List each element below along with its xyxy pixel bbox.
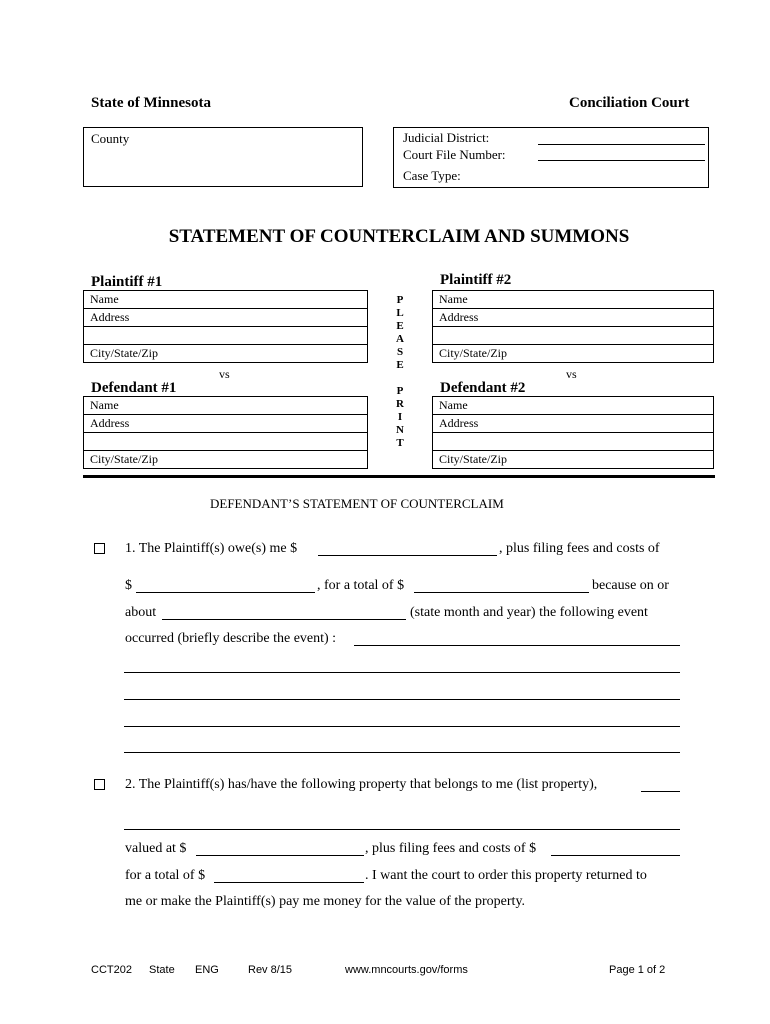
item2-fees-field[interactable] — [551, 855, 680, 856]
please-print-letter: L — [396, 307, 404, 319]
item2-checkbox[interactable] — [94, 779, 105, 790]
city-label: City/State/Zip — [90, 452, 158, 466]
item1-total-field[interactable] — [414, 592, 589, 593]
item2-total-field[interactable] — [214, 882, 364, 883]
city-label: City/State/Zip — [439, 452, 507, 466]
please-print-letter: I — [397, 411, 403, 423]
item1-checkbox[interactable] — [94, 543, 105, 554]
defendant2-heading: Defendant #2 — [440, 380, 526, 396]
judicial-district-field[interactable] — [538, 144, 705, 145]
please-print-letter: E — [396, 359, 404, 371]
court-file-number-field[interactable] — [538, 160, 705, 161]
item1-event-line[interactable] — [124, 699, 680, 700]
defendant1-name-field[interactable] — [83, 396, 368, 415]
footer-form-code: CCT202 — [91, 964, 132, 976]
item1-event-line[interactable] — [124, 672, 680, 673]
defendant2-address2-field[interactable] — [432, 432, 714, 451]
defendant1-heading: Defendant #1 — [91, 380, 177, 396]
item1-because-label: because on or — [592, 578, 669, 593]
judicial-district-label: Judicial District: — [403, 130, 490, 145]
defendant1-address2-field[interactable] — [83, 432, 368, 451]
item2-property-line[interactable] — [124, 829, 680, 830]
footer-state: State — [149, 964, 175, 976]
item2-valued-label: valued at $ — [125, 841, 187, 856]
defendant1-city-field[interactable] — [83, 450, 368, 469]
section-divider — [83, 475, 715, 478]
please-print-letter: P — [396, 385, 404, 397]
item2-order-text: . I want the court to order this property returned to — [365, 868, 647, 883]
vs-label-left: vs — [219, 367, 230, 381]
item2-text: 2. The Plaintiff(s) has/have the following property that belongs to me (list property), — [125, 777, 598, 792]
please-print-letter: T — [396, 437, 404, 449]
item2-value-field[interactable] — [196, 855, 364, 856]
page-title: STATEMENT OF COUNTERCLAIM AND SUMMONS — [168, 226, 630, 247]
please-print-letter: P — [396, 294, 404, 306]
please-print-letter: A — [396, 333, 404, 345]
item1-date-field[interactable] — [162, 619, 406, 620]
item2-property-field[interactable] — [641, 791, 680, 792]
name-label: Name — [90, 398, 119, 412]
section-title: DEFENDANT’S STATEMENT OF COUNTERCLAIM — [210, 496, 504, 511]
defendant2-city-field[interactable] — [432, 450, 714, 469]
item1-dollar-label: $ — [125, 578, 132, 593]
please-print-letter: S — [396, 346, 404, 358]
footer-rev: Rev 8/15 — [248, 964, 293, 976]
address-label: Address — [90, 310, 130, 324]
court-file-number-label: Court File Number: — [403, 147, 506, 162]
plaintiff1-city-field[interactable] — [83, 344, 368, 363]
footer-page-number: Page 1 of 2 — [609, 964, 666, 976]
item1-event-field[interactable] — [354, 645, 680, 646]
plaintiff1-address-field[interactable] — [83, 308, 368, 327]
please-print-letter: N — [396, 424, 404, 436]
item1-event-line[interactable] — [124, 752, 680, 753]
name-label: Name — [439, 292, 468, 306]
defendant2-address-field[interactable] — [432, 414, 714, 433]
court-heading: Conciliation Court — [569, 95, 690, 111]
county-box[interactable] — [83, 127, 363, 187]
please-print-letter: R — [396, 398, 404, 410]
plaintiff2-address2-field[interactable] — [432, 326, 714, 345]
state-heading: State of Minnesota — [91, 95, 211, 111]
county-label: County — [91, 131, 130, 146]
address-label: Address — [439, 416, 479, 430]
name-label: Name — [90, 292, 119, 306]
plaintiff2-address-field[interactable] — [432, 308, 714, 327]
case-type-label: Case Type: — [403, 168, 461, 183]
plaintiff1-heading: Plaintiff #1 — [91, 274, 163, 290]
footer-lang: ENG — [195, 964, 219, 976]
item1-text-a: 1. The Plaintiff(s) owe(s) me $ — [125, 541, 298, 556]
item1-text-b: , plus filing fees and costs of — [499, 541, 660, 556]
please-print-letter: E — [396, 320, 404, 332]
item1-about-label: about — [125, 605, 157, 620]
city-label: City/State/Zip — [90, 346, 158, 360]
defendant2-name-field[interactable] — [432, 396, 714, 415]
name-label: Name — [439, 398, 468, 412]
plaintiff1-name-field[interactable] — [83, 290, 368, 309]
item1-describe-label: occurred (briefly describe the event) : — [125, 631, 337, 646]
item1-event-line[interactable] — [124, 726, 680, 727]
plaintiff2-heading: Plaintiff #2 — [440, 272, 512, 288]
item2-total-label: for a total of $ — [125, 868, 206, 883]
plaintiff2-city-field[interactable] — [432, 344, 714, 363]
item1-date-instruction: (state month and year) the following event — [410, 605, 648, 620]
defendant1-address-field[interactable] — [83, 414, 368, 433]
plaintiff1-address2-field[interactable] — [83, 326, 368, 345]
item2-fees-label: , plus filing fees and costs of $ — [365, 841, 537, 856]
vs-label-right: vs — [566, 367, 577, 381]
item2-final-text: me or make the Plaintiff(s) pay me money for the value of the property. — [125, 894, 526, 909]
city-label: City/State/Zip — [439, 346, 507, 360]
item1-total-label: , for a total of $ — [317, 578, 405, 593]
footer-url[interactable]: www.mncourts.gov/forms — [345, 964, 468, 976]
plaintiff2-name-field[interactable] — [432, 290, 714, 309]
address-label: Address — [439, 310, 479, 324]
address-label: Address — [90, 416, 130, 430]
item1-fees-field[interactable] — [136, 592, 315, 593]
case-info-box — [393, 127, 709, 188]
item1-owed-amount-field[interactable] — [318, 555, 497, 556]
